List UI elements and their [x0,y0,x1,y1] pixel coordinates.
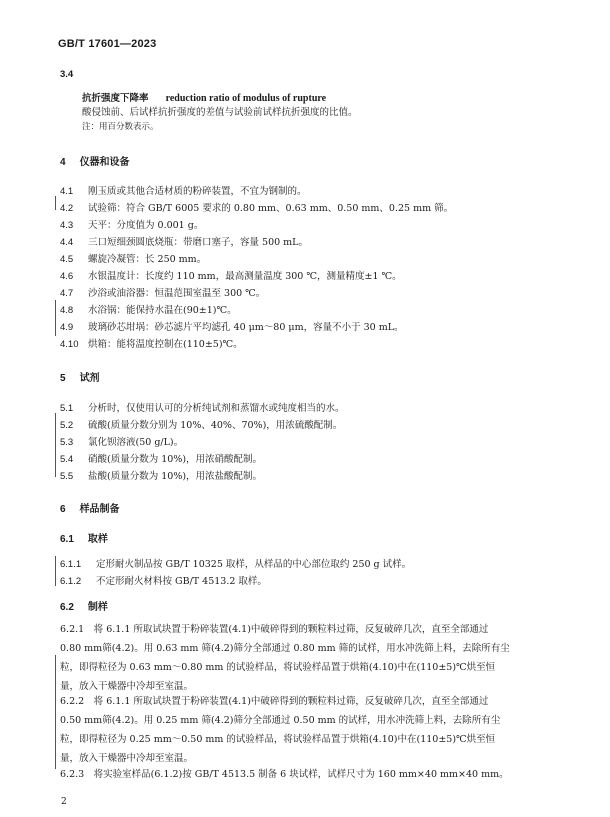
term-note: 注：用百分数表示。 [82,122,159,132]
clause-number: 3.4 [60,69,74,80]
section-heading-6 [60,500,120,515]
list-item: 4.8 水浴锅：能保持水温在(90±1)℃。 [60,305,237,316]
page-number: 2 [61,797,67,807]
paragraph-line: 6.2.2 将 6.1.1 所取试块置于粉碎装置(4.1)中破碎得到的颗粒料过筛，反复破碎几次，直至全部通过 [60,696,489,707]
paragraph-line: 0.80 mm筛(4.2)。用 0.63 mm 筛(4.2)筛分全部通过 0.80 mm 筛的试样，用水冲洗筛上料，去除所有尘 [60,643,510,654]
list-item: 4.10 烘箱：能将温度控制在(110±5)℃。 [60,339,243,350]
section-heading-5 [60,369,100,384]
paragraph-6-2-3 [60,765,550,784]
change-bar [55,300,56,336]
paragraph-line: 粒，即得粒径为 0.63 mm～0.80 mm 的试验样品，将试验样品置于烘箱(4.10)中在(110±5)℃烘至恒 [60,662,496,673]
subsection-heading-6-1 [60,530,108,545]
list-item: 6.1.2 不定形耐火材料按 GB/T 4513.2 取样。 [60,576,267,587]
change-bar [55,655,56,769]
paragraph-line: 6.2.3 将实验室样品(6.1.2)按 GB/T 4513.5 制备 6 块试样，试样尺寸为 160 mm×40 mm×40 mm。 [60,769,509,780]
change-bar [55,196,56,210]
list-item: 4.5 螺旋冷凝管：长 250 mm。 [60,254,207,265]
list-item: 4.9 玻璃砂芯坩埚：砂芯滤片平均滤孔 40 μm～80 μm，容量不小于 30 mL。 [60,322,404,333]
list-item: 6.1.1 定形耐火制品按 GB/T 10325 取样，从样品的中心部位取约 250 g 试样。 [60,559,412,570]
term-entry [82,86,326,105]
paragraph-6-2-1 [60,620,550,696]
subsection-heading-6-2 [60,598,108,613]
term-chinese: 抗折强度下降率 [82,93,149,104]
section-title: 试剂 [79,373,100,384]
list-item: 4.7 沙浴或油浴器：恒温范围室温至 300 ℃。 [60,288,266,299]
section-number: 5 [60,373,66,384]
list-item: 5.5 盐酸(质量分数为 10%)，用浓盐酸配制。 [60,471,263,482]
list-item: 4.2 试验筛：符合 GB/T 6005 要求的 0.80 mm、0.63 mm、0.50 mm、0.25 mm 筛。 [60,203,454,214]
subsection-title: 制样 [87,602,108,613]
paragraph-line: 粒，即得粒径为 0.25 mm～0.50 mm 的试验样品，将试验样品置于烘箱(4.10)中在(110±5)℃烘至恒 [60,734,496,745]
change-bar [55,413,56,477]
paragraph-line: 量，放入干燥器中冷却至室温。 [60,753,194,764]
list-item: 5.4 硝酸(质量分数为 10%)，用浓硝酸配制。 [60,454,263,465]
paragraph-line: 6.2.1 将 6.1.1 所取试块置于粉碎装置(4.1)中破碎得到的颗粒料过筛，反复破碎几次，直至全部通过 [60,624,489,635]
list-item: 4.1 刚玉质或其他合适材质的粉碎装置，不宜为钢制的。 [60,186,307,197]
list-item: 5.1 分析时，仅使用认可的分析纯试剂和蒸馏水或纯度相当的水。 [60,403,345,414]
subsection-number: 6.2 [60,602,74,613]
paragraph-line: 量，放入干燥器中冷却至室温。 [60,681,194,692]
paragraph-6-2-2 [60,692,550,768]
change-bar [55,556,56,586]
paragraph-line: 0.50 mm筛(4.2)。用 0.25 mm 筛(4.2)筛分全部通过 0.50 mm 的试样，用水冲洗筛上料，去除所有尘 [60,715,501,726]
list-item: 4.4 三口短细颈圆底烧瓶：带磨口塞子，容量 500 mL。 [60,237,308,248]
term-definition: 酸侵蚀前、后试样抗折强度的差值与试验前试样抗折强度的比值。 [82,107,358,118]
list-item: 5.2 硫酸(质量分数分别为 10%、40%、70%)，用浓硫酸配制。 [60,420,343,431]
section-number: 4 [60,157,66,168]
section-title: 仪器和设备 [79,157,130,168]
term-english: reduction ratio of modulus of rupture [165,93,327,104]
subsection-title: 取样 [87,534,108,545]
list-item: 4.3 天平：分度值为 0.001 g。 [60,220,204,231]
standard-code-header: GB/T 17601—2023 [58,38,157,50]
list-item: 5.3 氯化钡溶液(50 g/L)。 [60,437,184,448]
section-heading-4 [60,153,130,168]
list-item: 4.6 水银温度计：长度约 110 mm，最高测量温度 300 ℃，测量精度±1 ℃。 [60,271,402,282]
subsection-number: 6.1 [60,534,74,545]
section-title: 样品制备 [79,504,120,515]
section-number: 6 [60,504,66,515]
